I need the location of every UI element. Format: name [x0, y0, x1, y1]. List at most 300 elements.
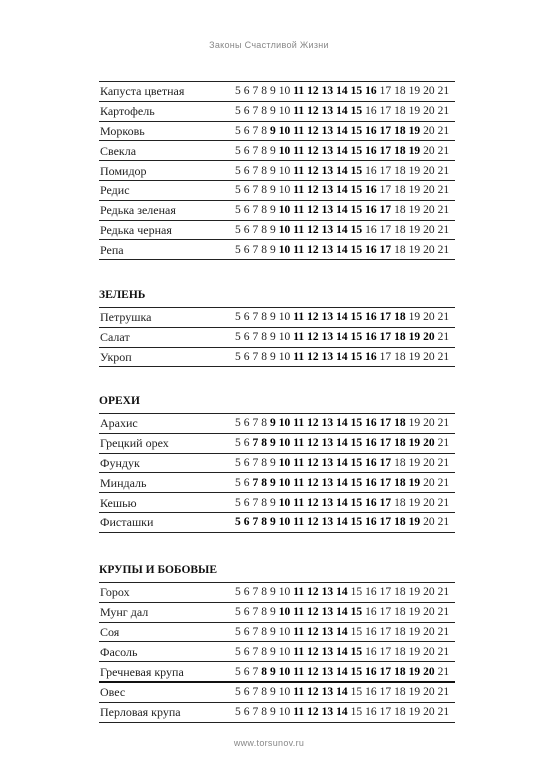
day-number: 19 [408, 516, 421, 529]
table-row [99, 583, 455, 603]
day-number: 12 [307, 686, 319, 699]
day-number: 13 [321, 243, 334, 256]
day-number: 10 [278, 350, 291, 363]
day-number: 5 [235, 456, 241, 469]
day-number: 18 [394, 645, 406, 658]
day-number: 9 [270, 124, 276, 137]
day-number: 9 [270, 164, 276, 177]
day-number: 12 [307, 105, 319, 118]
day-number: 10 [278, 184, 291, 197]
day-number: 5 [235, 417, 241, 430]
table-row [99, 328, 455, 348]
day-number: 6 [243, 85, 250, 98]
day-number: 8 [261, 456, 267, 469]
day-number: 12 [307, 645, 319, 658]
day-number: 17 [379, 665, 392, 678]
day-number: 14 [336, 706, 348, 719]
day-number: 21 [437, 706, 450, 719]
table-row [99, 662, 455, 683]
day-number: 5 [235, 606, 241, 619]
day-number: 17 [379, 496, 392, 509]
day-number: 21 [437, 243, 450, 256]
day-number: 6 [243, 350, 250, 363]
day-number: 16 [365, 164, 377, 177]
day-number: 16 [365, 665, 377, 678]
day-number: 14 [336, 496, 348, 509]
day-number: 6 [243, 204, 250, 217]
day-number: 16 [365, 105, 377, 118]
table-row [99, 513, 455, 533]
day-number: 12 [307, 85, 319, 98]
day-number: 12 [307, 350, 319, 363]
day-number: 21 [437, 223, 450, 236]
day-number: 6 [243, 243, 250, 256]
day-number: 20 [423, 311, 435, 324]
day-number: 5 [235, 706, 241, 719]
day-number: 14 [336, 105, 348, 118]
product-name: Капуста цветная [100, 84, 185, 99]
day-number: 12 [307, 311, 319, 324]
day-number: 16 [365, 204, 377, 217]
day-number: 6 [243, 516, 250, 529]
day-number: 7 [252, 243, 259, 256]
section-2 [99, 392, 455, 533]
day-number: 10 [278, 456, 291, 469]
day-number: 14 [336, 645, 348, 658]
day-number: 8 [261, 243, 267, 256]
day-number: 14 [336, 417, 348, 430]
day-number: 9 [270, 625, 276, 638]
day-number: 10 [278, 516, 291, 529]
day-number: 6 [243, 645, 250, 658]
day-numbers [235, 454, 449, 472]
day-number: 14 [336, 516, 348, 529]
day-number: 7 [252, 456, 259, 469]
day-number: 17 [379, 417, 392, 430]
table-row [99, 683, 455, 703]
day-number: 21 [437, 606, 450, 619]
day-number: 18 [394, 184, 406, 197]
day-number: 14 [336, 476, 348, 489]
day-number: 19 [408, 350, 421, 363]
day-number: 5 [235, 350, 241, 363]
day-number: 11 [293, 437, 305, 450]
day-number: 18 [394, 124, 406, 137]
day-number: 17 [379, 184, 392, 197]
day-number: 6 [243, 686, 250, 699]
day-number: 17 [379, 686, 392, 699]
section-heading: КРУПЫ И БОБОВЫЕ [99, 564, 218, 576]
day-number: 17 [379, 331, 392, 344]
day-number: 15 [350, 164, 363, 177]
day-number: 20 [423, 417, 435, 430]
day-number: 8 [261, 184, 267, 197]
day-numbers [235, 683, 449, 701]
day-number: 18 [394, 476, 406, 489]
day-number: 18 [394, 204, 406, 217]
day-number: 11 [293, 706, 305, 719]
day-number: 19 [408, 645, 421, 658]
section-3 [99, 561, 455, 723]
day-number: 17 [379, 586, 392, 599]
day-number: 16 [365, 184, 377, 197]
day-number: 21 [437, 516, 450, 529]
day-numbers [235, 142, 449, 160]
day-number: 13 [321, 85, 334, 98]
day-number: 13 [321, 516, 334, 529]
day-number: 12 [307, 417, 319, 430]
day-number: 13 [321, 105, 334, 118]
table-row [99, 414, 455, 434]
day-number: 10 [278, 706, 291, 719]
day-number: 10 [278, 645, 291, 658]
day-number: 6 [243, 223, 250, 236]
day-number: 5 [235, 496, 241, 509]
day-number: 19 [408, 606, 421, 619]
day-number: 21 [437, 665, 450, 678]
product-name: Редька зеленая [100, 203, 176, 218]
day-number: 16 [365, 243, 377, 256]
day-number: 16 [365, 144, 377, 157]
day-number: 16 [365, 456, 377, 469]
day-numbers [235, 328, 449, 346]
day-number: 5 [235, 144, 241, 157]
day-numbers [235, 122, 449, 140]
day-number: 7 [252, 85, 259, 98]
table-row [99, 161, 455, 181]
day-number: 17 [379, 144, 392, 157]
day-numbers [235, 623, 449, 641]
day-number: 15 [350, 686, 363, 699]
section-1 [99, 286, 455, 367]
day-numbers [235, 82, 449, 100]
day-number: 9 [270, 85, 276, 98]
day-number: 10 [278, 223, 291, 236]
day-number: 8 [261, 144, 267, 157]
day-number: 14 [336, 625, 348, 638]
day-numbers [235, 221, 449, 239]
day-number: 15 [350, 496, 363, 509]
day-number: 10 [278, 204, 291, 217]
day-number: 5 [235, 85, 241, 98]
product-name: Петрушка [100, 310, 152, 325]
day-number: 12 [307, 496, 319, 509]
day-numbers [235, 663, 449, 681]
day-number: 17 [379, 204, 392, 217]
day-number: 11 [293, 606, 305, 619]
day-number: 19 [408, 686, 421, 699]
day-number: 18 [394, 686, 406, 699]
day-number: 18 [394, 417, 406, 430]
day-number: 18 [394, 243, 406, 256]
day-number: 21 [437, 105, 450, 118]
day-number: 12 [307, 164, 319, 177]
day-number: 11 [293, 350, 305, 363]
day-number: 14 [336, 144, 348, 157]
day-number: 12 [307, 184, 319, 197]
day-number: 11 [293, 105, 305, 118]
day-number: 9 [270, 686, 276, 699]
table-row [99, 240, 455, 260]
day-number: 20 [423, 437, 435, 450]
day-number: 12 [307, 223, 319, 236]
day-number: 19 [408, 476, 421, 489]
day-number: 20 [423, 686, 435, 699]
day-number: 9 [270, 606, 276, 619]
day-number: 10 [278, 243, 291, 256]
day-number: 11 [293, 164, 305, 177]
day-number: 10 [278, 331, 291, 344]
day-number: 20 [423, 223, 435, 236]
day-numbers [235, 494, 449, 512]
day-number: 17 [379, 516, 392, 529]
day-number: 5 [235, 645, 241, 658]
table-row [99, 623, 455, 643]
day-number: 21 [437, 686, 450, 699]
product-name: Фисташки [100, 515, 154, 530]
day-number: 19 [408, 625, 421, 638]
day-number: 7 [252, 665, 259, 678]
day-number: 18 [394, 706, 406, 719]
day-number: 6 [243, 184, 250, 197]
day-number: 19 [408, 144, 421, 157]
day-number: 18 [394, 331, 406, 344]
day-number: 19 [408, 417, 421, 430]
day-number: 19 [408, 437, 421, 450]
product-name: Кешью [100, 495, 137, 510]
day-number: 12 [307, 606, 319, 619]
day-number: 6 [243, 437, 250, 450]
day-number: 15 [350, 223, 363, 236]
product-name: Укроп [100, 349, 132, 364]
day-number: 8 [261, 105, 267, 118]
day-number: 21 [437, 164, 450, 177]
day-number: 8 [261, 223, 267, 236]
product-name: Морковь [100, 123, 145, 138]
day-number: 20 [423, 204, 435, 217]
day-number: 20 [423, 586, 435, 599]
day-number: 15 [350, 184, 363, 197]
day-number: 7 [252, 223, 259, 236]
day-number: 11 [293, 331, 305, 344]
product-name: Свекла [100, 143, 137, 158]
day-number: 10 [278, 105, 291, 118]
day-number: 12 [307, 437, 319, 450]
day-number: 15 [350, 243, 363, 256]
day-number: 8 [261, 516, 267, 529]
day-number: 5 [235, 586, 241, 599]
day-numbers [235, 162, 449, 180]
day-number: 13 [321, 331, 334, 344]
product-name: Редис [100, 183, 130, 198]
day-number: 21 [437, 331, 450, 344]
day-number: 12 [307, 625, 319, 638]
day-number: 21 [437, 311, 450, 324]
day-number: 16 [365, 686, 377, 699]
days-table [99, 413, 455, 533]
day-number: 21 [437, 85, 450, 98]
day-number: 10 [278, 496, 291, 509]
day-number: 17 [379, 476, 392, 489]
day-number: 17 [379, 85, 392, 98]
day-number: 18 [394, 144, 406, 157]
day-number: 7 [252, 496, 259, 509]
day-number: 17 [379, 164, 392, 177]
day-number: 15 [350, 456, 363, 469]
table-row [99, 703, 455, 723]
day-number: 7 [252, 350, 259, 363]
day-number: 19 [408, 331, 421, 344]
day-number: 14 [336, 243, 348, 256]
day-number: 15 [350, 437, 363, 450]
day-number: 5 [235, 184, 241, 197]
day-number: 16 [365, 437, 377, 450]
day-number: 19 [408, 85, 421, 98]
day-number: 9 [270, 417, 276, 430]
day-number: 20 [423, 645, 435, 658]
day-number: 21 [437, 350, 450, 363]
day-number: 11 [293, 204, 305, 217]
day-number: 13 [321, 164, 334, 177]
day-number: 13 [321, 606, 334, 619]
day-number: 15 [350, 105, 363, 118]
day-number: 15 [350, 311, 363, 324]
day-number: 10 [278, 686, 291, 699]
day-number: 18 [394, 606, 406, 619]
day-numbers [235, 434, 449, 452]
table-row [99, 454, 455, 474]
day-number: 13 [321, 144, 334, 157]
day-number: 14 [336, 223, 348, 236]
day-numbers [235, 181, 449, 199]
day-number: 6 [243, 164, 250, 177]
day-number: 20 [423, 350, 435, 363]
day-number: 9 [270, 243, 276, 256]
day-number: 15 [350, 85, 363, 98]
day-numbers [235, 241, 449, 259]
day-number: 13 [321, 223, 334, 236]
day-number: 14 [336, 586, 348, 599]
day-number: 21 [437, 417, 450, 430]
day-number: 10 [278, 417, 291, 430]
day-number: 19 [408, 184, 421, 197]
day-number: 6 [243, 665, 250, 678]
day-number: 12 [307, 243, 319, 256]
product-name: Горох [100, 585, 130, 600]
day-number: 19 [408, 586, 421, 599]
day-number: 5 [235, 437, 241, 450]
day-number: 9 [270, 476, 276, 489]
table-row [99, 122, 455, 142]
day-number: 20 [423, 665, 435, 678]
day-numbers [235, 414, 449, 432]
day-numbers [235, 102, 449, 120]
day-number: 10 [278, 124, 291, 137]
day-number: 18 [394, 625, 406, 638]
day-number: 7 [252, 645, 259, 658]
day-number: 15 [350, 625, 363, 638]
day-number: 18 [394, 85, 406, 98]
day-number: 17 [379, 350, 392, 363]
day-number: 21 [437, 124, 450, 137]
day-number: 15 [350, 665, 363, 678]
day-number: 11 [293, 686, 305, 699]
day-number: 10 [278, 625, 291, 638]
day-number: 20 [423, 706, 435, 719]
day-number: 16 [365, 350, 377, 363]
product-name: Фасоль [100, 644, 138, 659]
day-number: 15 [350, 606, 363, 619]
day-number: 17 [379, 456, 392, 469]
day-number: 6 [243, 144, 250, 157]
day-number: 13 [321, 476, 334, 489]
day-numbers [235, 513, 449, 531]
product-name: Перловая крупа [100, 705, 181, 720]
day-number: 5 [235, 665, 241, 678]
day-number: 7 [252, 164, 259, 177]
day-number: 8 [261, 645, 267, 658]
day-number: 9 [270, 184, 276, 197]
day-number: 12 [307, 476, 319, 489]
day-numbers [235, 703, 449, 721]
section-heading: ОРЕХИ [99, 395, 140, 407]
day-number: 11 [293, 311, 305, 324]
day-number: 12 [307, 665, 319, 678]
product-name: Мунг дал [100, 605, 149, 620]
day-number: 9 [270, 311, 276, 324]
day-number: 15 [350, 476, 363, 489]
day-number: 10 [278, 606, 291, 619]
day-number: 5 [235, 476, 241, 489]
day-number: 8 [261, 124, 267, 137]
day-number: 6 [243, 456, 250, 469]
day-number: 20 [423, 516, 435, 529]
day-number: 11 [293, 625, 305, 638]
table-row [99, 102, 455, 122]
day-number: 7 [252, 625, 259, 638]
day-number: 19 [408, 496, 421, 509]
day-number: 17 [379, 311, 392, 324]
day-number: 8 [261, 350, 267, 363]
day-number: 9 [270, 223, 276, 236]
day-number: 8 [261, 496, 267, 509]
day-number: 9 [270, 456, 276, 469]
day-number: 21 [437, 144, 450, 157]
day-number: 8 [261, 665, 267, 678]
day-number: 12 [307, 204, 319, 217]
day-number: 18 [394, 437, 406, 450]
product-name: Картофель [100, 104, 155, 119]
day-number: 11 [293, 124, 305, 137]
day-number: 16 [365, 331, 377, 344]
day-number: 21 [437, 625, 450, 638]
day-number: 13 [321, 124, 334, 137]
day-number: 13 [321, 350, 334, 363]
day-number: 6 [243, 311, 250, 324]
day-number: 19 [408, 164, 421, 177]
day-number: 14 [336, 350, 348, 363]
day-number: 8 [261, 311, 267, 324]
day-number: 11 [293, 496, 305, 509]
day-number: 9 [270, 331, 276, 344]
running-header: Законы Счастливой Жизни [209, 40, 329, 50]
table-row [99, 493, 455, 513]
day-numbers [235, 583, 449, 601]
day-number: 5 [235, 625, 241, 638]
day-number: 6 [243, 105, 250, 118]
day-number: 10 [278, 586, 291, 599]
day-number: 16 [365, 645, 377, 658]
